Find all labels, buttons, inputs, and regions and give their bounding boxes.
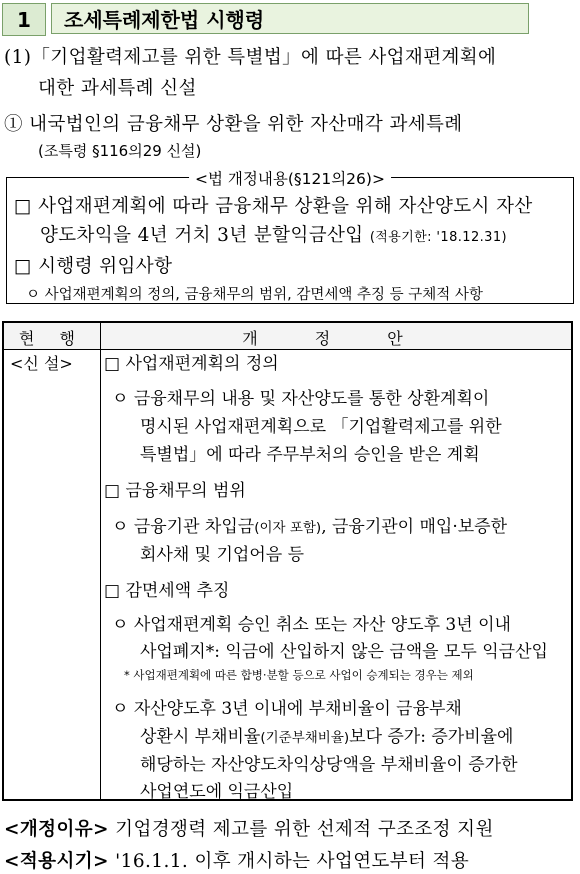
revised-subsection-debt-scope: □ 금융채무의 범위 (104, 481, 246, 501)
law-box-title: <법 개정내용(§121의26)> (189, 167, 391, 189)
item1-note: (조특령 §116의29 신설) (38, 142, 202, 160)
revised-subsection-recapture: □ 감면세액 추징 (104, 581, 230, 601)
law-box-bullet2-sub: ㅇ 사업재편계획의 정의, 금융채무의 범위, 감면세액 추징 등 구체적 사항 (26, 287, 483, 303)
recapture-b-line2: 상환시 부채비율(기준부채비율)보다 증가: 증가비율에 (140, 727, 514, 747)
application-date-label: <적용시기> (4, 851, 109, 872)
recapture-b-line3: 해당하는 자산양도차익상당액을 부채비율이 증가한 (140, 755, 518, 775)
recapture-b-line1: ㅇ 자산양도후 3년 이내에 부채비율이 금융부채 (112, 699, 462, 719)
recapture-a-line2: 사업폐지*: 익금에 산입하지 않은 금액을 모두 익금산입 (140, 642, 548, 662)
revised-subsection-definition: □ 사업재편계획의 정의 (104, 354, 279, 374)
definition-line1: ㅇ 금융채무의 내용 및 자산양도를 통한 상환계획이 (112, 389, 490, 409)
table-column-divider (100, 323, 101, 799)
application-date (4, 847, 469, 873)
section-header (2, 3, 529, 36)
table-header-current: 현 행 (19, 329, 85, 348)
definition-line2: 명시된 사업재편계획으로 「기업활력제고를 위한 (140, 417, 502, 437)
section1-line2: 대한 과세특례 신설 (38, 78, 197, 99)
law-box-bullet2: □ 시행령 위임사항 (14, 256, 173, 277)
recapture-b-line4: 사업연도에 익금산입 (140, 782, 294, 802)
debt-scope-line2: 회사채 및 기업어음 등 (140, 545, 305, 565)
section-number: 1 (2, 3, 46, 36)
revision-reason-label: <개정이유> (4, 819, 109, 840)
table-header-revised: 개 정 안 (242, 329, 429, 348)
law-box-bullet1-line1: □ 사업재편계획에 따라 금융채무 상환을 위해 자산양도시 자산 (14, 196, 533, 217)
law-box-bullet1-line2: 양도차익을 4년 거치 3년 분할익금산입 (적용기한: '18.12.31) (40, 225, 507, 246)
revision-reason (4, 815, 494, 841)
recapture-footnote: * 사업재편계획에 따른 합병·분할 등으로 사업이 승계되는 경우는 제외 (124, 668, 474, 682)
definition-line3: 특별법」에 따라 주무부처의 승인을 받은 계획 (140, 445, 480, 465)
application-date-text: '16.1.1. 이후 개시하는 사업연도부터 적용 (115, 851, 470, 872)
debt-scope-line1: ㅇ 금융기관 차입금(이자 포함), 금융기관이 매입·보증한 (112, 517, 508, 537)
section1-line1: (1)「기업활력제고를 위한 특별법」에 따른 사업재편계획에 (4, 47, 497, 68)
section-title: 조세특례제한법 시행령 (51, 3, 529, 34)
law-box-deadline: (적용기한: '18.12.31) (369, 230, 507, 245)
item1-heading: ① 내국법인의 금융채무 상환을 위한 자산매각 과세특례 (4, 114, 463, 135)
current-cell-value: <신 설> (10, 354, 73, 373)
revision-reason-text: 기업경쟁력 제고를 위한 선제적 구조조정 지원 (115, 819, 494, 840)
recapture-a-line1: ㅇ 사업재편계획 승인 취소 또는 자산 양도후 3년 이내 (112, 615, 511, 635)
